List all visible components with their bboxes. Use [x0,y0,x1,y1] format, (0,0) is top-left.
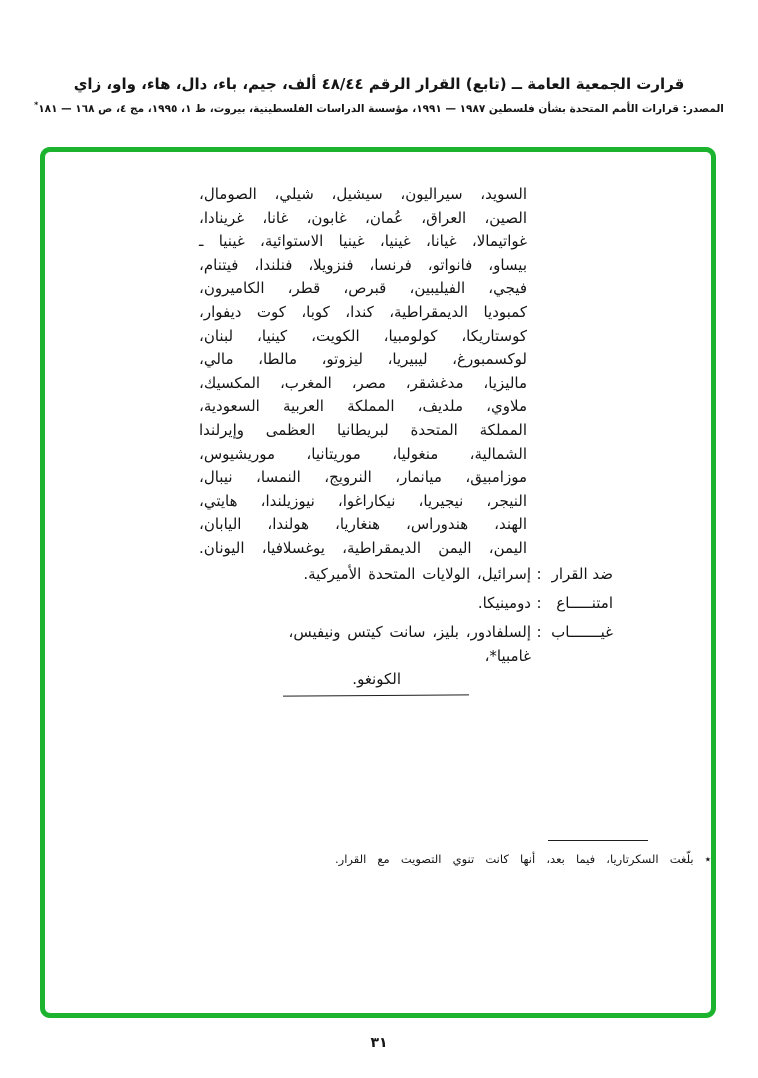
country-list-line: ملاوي، ملديف، المملكة العربية السعودية، [199,397,527,416]
country-list-line: كمبوديا الديمقراطية، كندا، كوبا، كوت ديفوار، [199,302,527,321]
country-list-line: بيساو، فانواتو، فرنسا، فنزويلا، فنلندا، فيتنام، [199,255,527,274]
vote-value-line1: إلسلفادور، بليز، سانت كيتس ونيفيس، غامبيا*، [288,623,531,665]
vote-value-line2: الكونغو. [352,670,401,688]
source-line [0,102,758,117]
vote-row-abstain [238,592,613,616]
vote-row-against [238,563,613,587]
country-list-line: لوكسمبورغ، ليبيريا، ليزوتو، مالطا، مالي، [199,350,527,369]
vote-value [238,621,531,692]
voting-results [238,563,613,697]
country-list-line: موزامبيق، ميانمار، النرويج، النمسا، نيبال، [199,468,527,487]
footnote-text: ٭ بلّغت السكرتاريا، فيما بعد، أنها كانت تنوي التصويت مع القرار. [335,852,711,866]
country-list-line: الهند، هندوراس، هنغاريا، هولندا، اليابان، [199,515,527,534]
country-list-line: ماليزيا، مدغشقر، مصر، المغرب، المكسيك، [199,373,527,392]
footnote-separator-line [548,840,648,841]
country-list-line: غواتيمالا، غيانا، غينيا، غينيا الاستوائية، غينيا ـ [199,232,527,251]
source-text: المصدر: قرارات الأمم المتحدة بشأن فلسطين ١٩٨٧ — ١٩٩١، مؤسسة الدراسات الفلسطينية، بيروت، ط ١، ١٩٩٥، مج ٤، ص ١٦٨ — ١٨١ [38,103,724,115]
country-list-line: فيجي، الفيليبين، قبرص، قطر، الكاميرون، [199,279,527,298]
source-footnote-mark: * [34,100,39,110]
page-header [0,74,758,117]
vote-label: غيـــــــاب [551,623,613,641]
country-list-line: الشمالية، منغوليا، موريتانيا، موريشيوس، [199,444,527,463]
page-title: قرارت الجمعية العامة ــ (تابع) القرار الرقم ٤٨/٤٤ ألف، جيم، باء، دال، هاء، واو، زاي [73,75,685,93]
vote-label: امتنـــــاع [556,594,613,612]
green-frame [40,147,716,1018]
vote-value: دومينيكا. [477,594,531,612]
vote-colon: : [536,565,542,583]
country-list-line: النيجر، نيجيريا، نيكاراغوا، نيوزيلندا، هايتي، [199,491,527,510]
vote-row-absent [238,621,613,692]
country-list [199,183,527,561]
vote-colon: : [536,594,542,612]
vote-label: ضد القرار [551,565,613,583]
country-list-line: المملكة المتحدة لبريطانيا العظمى وإيرلندا [199,420,527,439]
page-number: ٣١ [370,1035,388,1051]
vote-value: إسرائيل، الولايات المتحدة الأميركية. [303,565,531,583]
country-list-line: الصين، العراق، عُمان، غابون، غانا، غرينادا، [199,208,527,227]
country-list-line: كوستاريكا، كولومبيا، الكويت، كينيا، لبنان، [199,326,527,345]
country-list-line: اليمن، اليمن الديمقراطية، يوغسلافيا، اليونان. [199,538,527,557]
vote-colon: : [536,623,542,641]
country-list-line: السويد، سيراليون، سيشيل، شيلي، الصومال، [199,185,527,203]
